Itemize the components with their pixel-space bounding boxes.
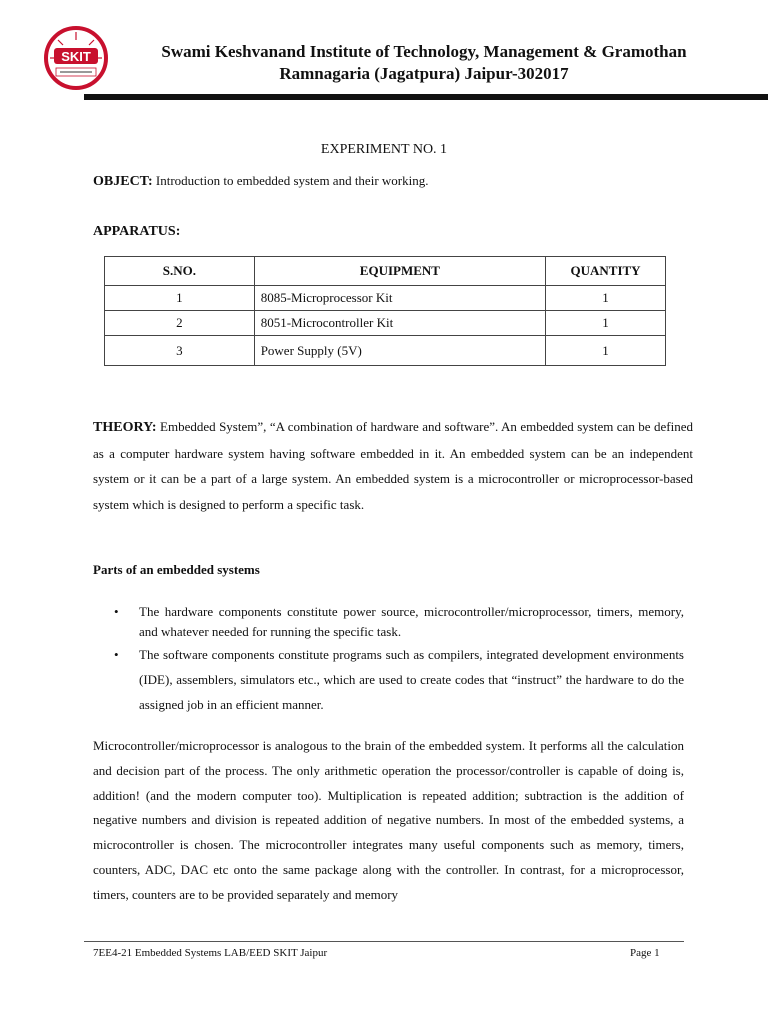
table-row [105, 286, 666, 311]
theory-section [93, 414, 693, 517]
theory-label: THEORY: [93, 420, 157, 435]
list-item [110, 602, 684, 642]
cell-equipment: 8085-Microprocessor Kit [254, 286, 545, 311]
page-number: Page 1 [630, 947, 660, 959]
cell-equipment: 8051-Microcontroller Kit [254, 311, 545, 336]
theory-text: Embedded System”, “A combination of hardware and software”. An embedded system can be defined as a computer hardware system having software embedded in it. An embedded system can be an independent system or it can be a part of a large system. An embedded system is a microcontroller or microprocessor-based system which is designed to perform a specific task. [93, 419, 693, 512]
object-label: OBJECT: [93, 174, 153, 189]
svg-text:SKIT: SKIT [61, 49, 91, 64]
body-paragraph: Microcontroller/microprocessor is analogous to the brain of the embedded system. It performs all the calculation and decision part of the process. The only arithmetic operation the processor/controller is capable of doing is, addition! (and the modern computer too). Multiplication is repeated addition; subtraction is the addition of negative numbers and division is repeated addition of negative numbers. In most of the embedded systems, a microcontroller is chosen. The microcontroller integrates many useful components such as memory, timers, counters, ADC, DAC etc onto the same package along with the controller. In contrast, for a microprocessor, timers, counters are to be provided separately and memory [93, 738, 684, 902]
object-line [93, 173, 428, 190]
cell-sno: 3 [105, 336, 255, 366]
col-equipment-header: EQUIPMENT [254, 257, 545, 286]
experiment-title: EXPERIMENT NO. 1 [320, 142, 448, 157]
cell-quantity: 1 [546, 311, 666, 336]
footer-course: 7EE4-21 Embedded Systems LAB/EED SKIT Jaipur [93, 947, 328, 959]
list-item-text: The software components constitute programs such as compilers, integrated development environments (IDE), assemblers, simulators etc., which are used to create codes that “instruct” the hardware to do the assigned job in an efficient manner. [139, 647, 684, 712]
institute-name: Swami Keshvanand Institute of Technology, Management & Gramothan [161, 42, 687, 61]
list-item [110, 642, 684, 717]
table-row [105, 311, 666, 336]
cell-sno: 2 [105, 311, 255, 336]
parts-list [110, 602, 684, 717]
parts-heading: Parts of an embedded systems [93, 562, 260, 577]
apparatus-heading: APPARATUS: [93, 224, 181, 239]
apparatus-table [104, 256, 666, 366]
table-row [105, 336, 666, 366]
cell-sno: 1 [105, 286, 255, 311]
bullet-icon: • [114, 647, 119, 662]
skit-logo [44, 26, 108, 90]
col-sno-header: S.NO. [105, 257, 255, 286]
object-text: Introduction to embedded system and their working. [152, 173, 429, 188]
institute-address: Ramnagaria (Jagatpura) Jaipur-302017 [279, 64, 569, 83]
table-header-row [105, 257, 666, 286]
footer-divider [84, 941, 684, 942]
cell-quantity: 1 [546, 336, 666, 366]
cell-equipment: Power Supply (5V) [254, 336, 545, 366]
col-quantity-header: QUANTITY [546, 257, 666, 286]
cell-quantity: 1 [546, 286, 666, 311]
bullet-icon: • [114, 604, 119, 619]
list-item-text: The hardware components constitute power source, microcontroller/microprocessor, timers, memory, and whatever needed for running the specific task. [139, 604, 684, 639]
header-divider [84, 94, 768, 100]
